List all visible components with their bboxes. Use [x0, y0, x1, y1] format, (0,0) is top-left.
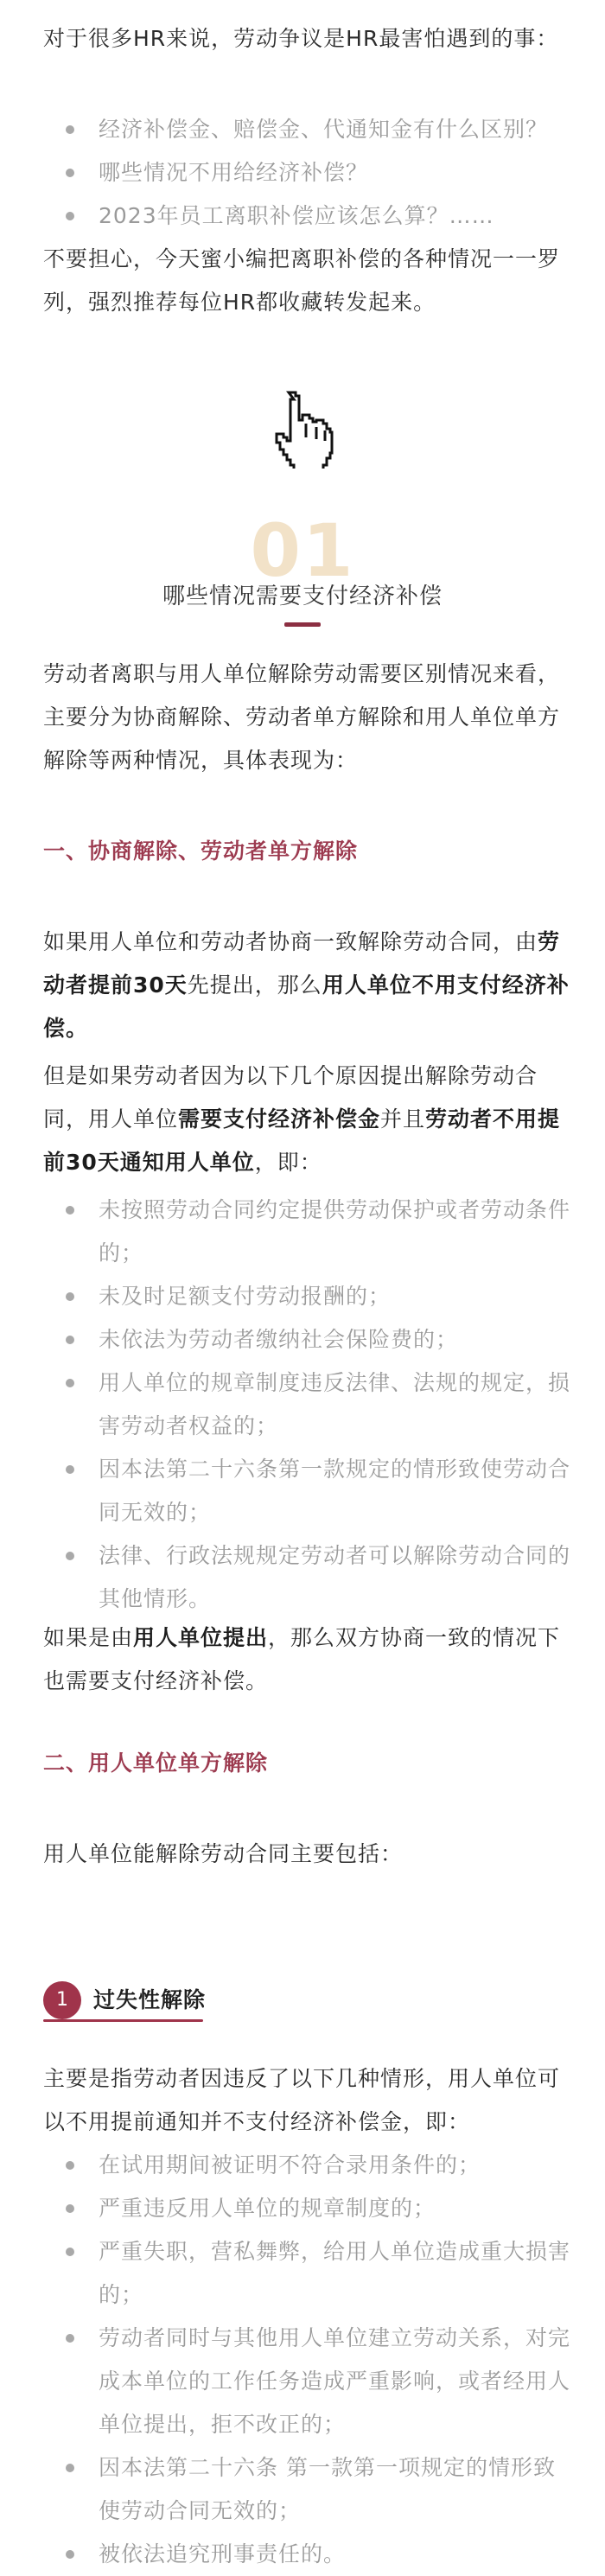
- pointing-hand-icon: [273, 389, 334, 469]
- employer-termination-intro: 用人单位能解除劳动合同主要包括：: [43, 1841, 404, 1866]
- section-underline: [284, 622, 321, 627]
- list-item: 法律、行政法规规定劳动者可以解除劳动合同的其他情形。: [43, 1534, 570, 1621]
- text-span: 但是如果劳动者因为以下几个原因提出解除劳动合同，用人单位: [43, 1063, 538, 1132]
- overview-paragraph: 劳动者离职与用人单位解除劳动需要区别情况来看，主要分为协商解除、劳动者单方解除和用人单位单方解除等两种情况，具体表现为：: [43, 661, 561, 773]
- text-span: 如果用人单位和劳动者协商一致解除劳动合同，由: [43, 929, 538, 954]
- badge-number: 1: [43, 1981, 81, 2019]
- list-item: 未按照劳动合同约定提供劳动保护或者劳动条件的；: [43, 1189, 570, 1275]
- text-span: ，那么双方协商一致的情况下也需要支付经济补偿。: [43, 1625, 561, 1693]
- employee-reasons-paragraph: [43, 1055, 570, 1184]
- list-item: 用人单位的规章制度违反法律、法规的规定，损害劳动者权益的；: [43, 1361, 570, 1448]
- intro-question-list: [43, 108, 570, 238]
- section-number: 01: [250, 508, 355, 593]
- intro-paragraph: 对于很多HR来说，劳动争议是HR最害怕遇到的事：: [43, 26, 559, 51]
- list-item: 哪些情况不用给经济补偿？: [43, 151, 570, 194]
- text-span: ，即：: [254, 1150, 322, 1175]
- heading-employer-termination: 二、用人单位单方解除: [43, 1750, 269, 1776]
- heading-negotiated-termination: 一、协商解除、劳动者单方解除: [43, 838, 359, 864]
- fault-termination-paragraph: 主要是指劳动者因违反了以下几种情形，用人单位可以不用提前通知并不支付经济补偿金，即：: [43, 2066, 561, 2134]
- badge-label: 过失性解除: [93, 1987, 207, 2012]
- negotiation-paragraph: [43, 921, 570, 1050]
- list-item: 严重违反用人单位的规章制度的；: [43, 2187, 570, 2230]
- list-item: 未及时足额支付劳动报酬的；: [43, 1275, 570, 1318]
- list-item: 2023年员工离职补偿应该怎么算？……: [43, 194, 570, 238]
- intro-reassure-paragraph: 不要担心，今天蜜小编把离职补偿的各种情况一一罗列，强烈推荐每位HR都收藏转发起来。: [43, 246, 561, 315]
- list-item: 未依法为劳动者缴纳社会保险费的；: [43, 1318, 570, 1361]
- fault-termination-list: [43, 2144, 570, 2576]
- bold-text: 劳动者提前30天: [43, 929, 561, 998]
- bold-text: 劳动者不用提前30天通知用人单位: [43, 1106, 561, 1175]
- bold-text: 需要支付经济补偿金: [178, 1106, 381, 1132]
- list-item: 在试用期间被证明不符合录用条件的；: [43, 2144, 570, 2187]
- employee-reasons-list: [43, 1189, 570, 1621]
- text-span: 先提出，那么: [187, 972, 322, 998]
- list-item: 严重失职，营私舞弊，给用人单位造成重大损害的；: [43, 2230, 570, 2317]
- subsection-badge: [43, 1980, 216, 2021]
- text-span: 如果是由: [43, 1625, 134, 1650]
- list-item: 因本法第二十六条第一款规定的情形致使劳动合同无效的；: [43, 1448, 570, 1534]
- list-item: 因本法第二十六条 第一款第一项规定的情形致使劳动合同无效的；: [43, 2446, 570, 2533]
- bold-text: 用人单位提出: [133, 1625, 269, 1650]
- list-item: 被依法追究刑事责任的。: [43, 2533, 570, 2576]
- list-item: 劳动者同时与其他用人单位建立劳动关系，对完成本单位的工作任务造成严重影响，或者经用人单位提出，拒不改正的；: [43, 2317, 570, 2446]
- employer-proposal-paragraph: [43, 1616, 570, 1703]
- bold-text: 用人单位不用支付经济补偿。: [43, 972, 570, 1041]
- list-item: 经济补偿金、赔偿金、代通知金有什么区别？: [43, 108, 570, 151]
- badge-underline: [43, 2019, 203, 2022]
- section-title: 哪些情况需要支付经济补偿: [162, 583, 443, 609]
- text-span: 并且: [380, 1106, 426, 1132]
